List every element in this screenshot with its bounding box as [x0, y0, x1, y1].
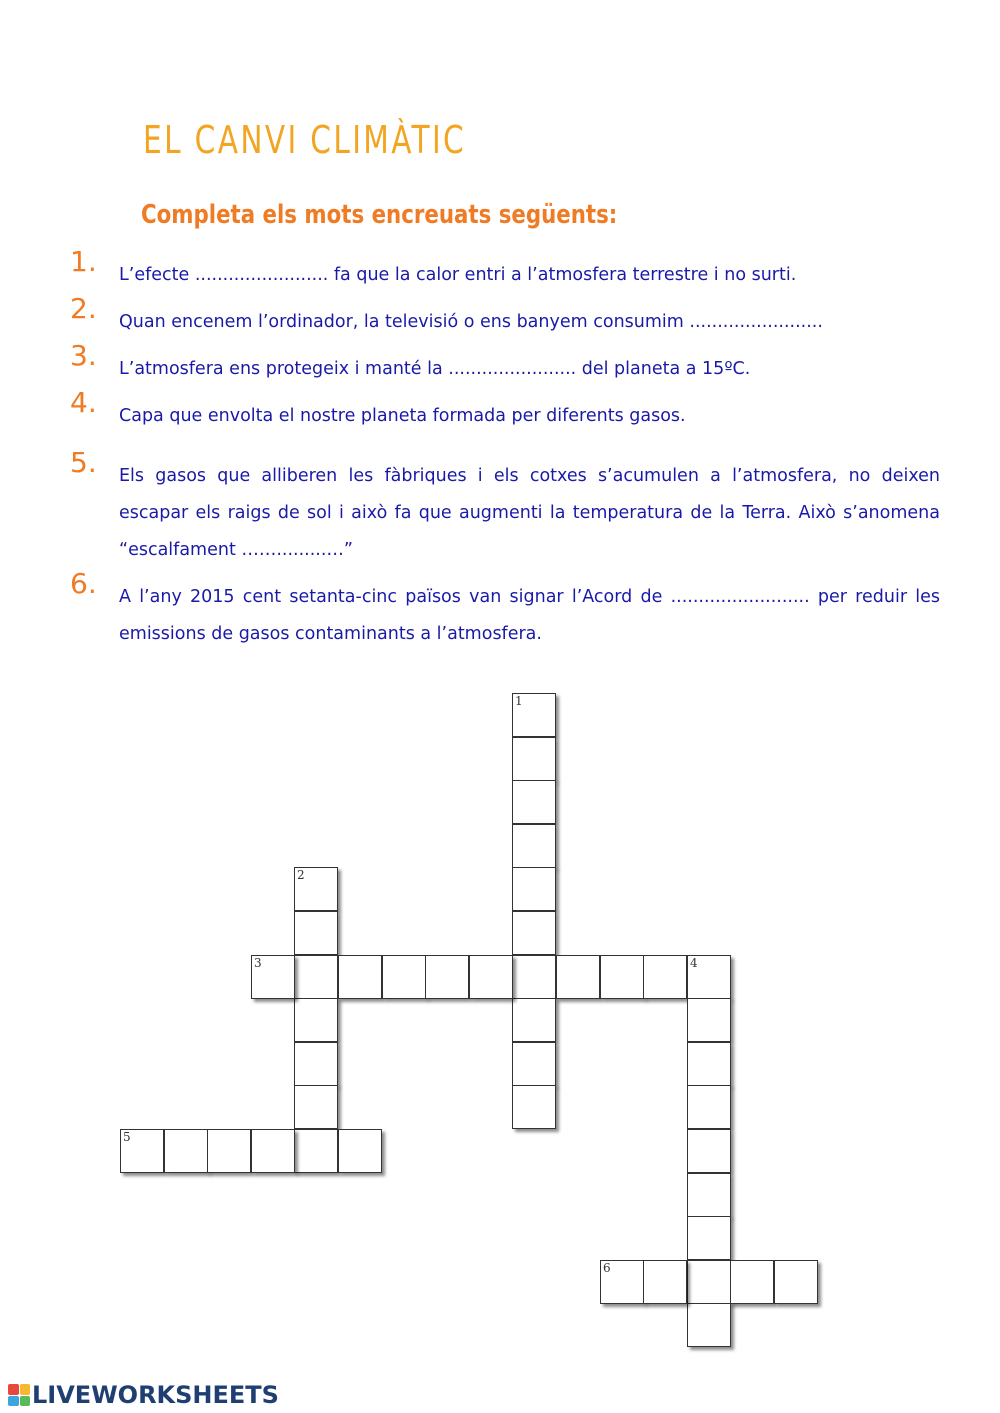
- crossword-cell[interactable]: [687, 1173, 731, 1217]
- crossword-cell[interactable]: [338, 955, 382, 999]
- crossword-cell[interactable]: [469, 955, 513, 999]
- clue-text: Els gasos que alliberen les fàbriques i els cotxes s’acumulen a l’atmosfera, no deixen escapar els raigs de sol i això fa que augmenti la temperatura de la Terra. Això s’anomena “escalfament …….........…”: [119, 466, 940, 560]
- crossword-cell[interactable]: [120, 1129, 164, 1173]
- crossword-cell[interactable]: [164, 1129, 208, 1173]
- crossword-cell[interactable]: [251, 955, 295, 999]
- crossword-cell[interactable]: [207, 1129, 251, 1173]
- crossword-cell[interactable]: [512, 737, 556, 781]
- clue-text: L’efecte ........................ fa que la calor entri a l’atmosfera terrestre i no surti.: [119, 265, 797, 285]
- crossword-cell[interactable]: [425, 955, 469, 999]
- page-title: EL CANVI CLIMÀTIC: [143, 118, 467, 162]
- crossword-cell[interactable]: [294, 911, 338, 955]
- crossword-cell[interactable]: [338, 1129, 382, 1173]
- clue-number: 5.: [70, 446, 97, 479]
- clue-text: A l’any 2015 cent setanta-cinc països van signar l’Acord de ......................... per reduir les emissions de gasos contaminants a l’atmosfera.: [119, 587, 940, 644]
- clue-text: L’atmosfera ens protegeix i manté la ....................... del planeta a 15ºC.: [119, 359, 751, 379]
- crossword-cell[interactable]: [643, 955, 687, 999]
- crossword-cell[interactable]: [687, 1303, 731, 1347]
- crossword-cell[interactable]: [294, 955, 338, 999]
- crossword-cell[interactable]: [251, 1129, 295, 1173]
- crossword-cell-number: 6: [603, 1261, 611, 1275]
- logo-text: LIVEWORKSHEETS: [32, 1381, 279, 1409]
- clue-text: Quan encenem l’ordinador, la televisió o ens banyem consumim ........................: [119, 312, 823, 332]
- crossword-cell[interactable]: [687, 955, 731, 999]
- crossword-cell[interactable]: [294, 998, 338, 1042]
- crossword-cell-number: 5: [123, 1130, 131, 1144]
- crossword-cell[interactable]: [774, 1260, 818, 1304]
- crossword-cell[interactable]: [512, 824, 556, 868]
- clue-number: 4.: [70, 386, 97, 419]
- crossword-cell-number: 3: [254, 956, 262, 970]
- liveworksheets-icon: [8, 1384, 30, 1406]
- crossword-cell[interactable]: [687, 1042, 731, 1086]
- logo-square-red: [8, 1384, 19, 1395]
- crossword-cell[interactable]: [294, 1085, 338, 1129]
- instructions-subtitle: Completa els mots encreuats següents:: [141, 200, 618, 230]
- crossword-cell[interactable]: [512, 955, 556, 999]
- clue-number: 6.: [70, 567, 97, 600]
- crossword-cell[interactable]: [512, 911, 556, 955]
- crossword-cell[interactable]: [556, 955, 600, 999]
- clue-number: 2.: [70, 292, 97, 325]
- crossword-cell[interactable]: [512, 867, 556, 911]
- crossword-cell-number: 2: [297, 868, 305, 882]
- crossword-cell[interactable]: [687, 998, 731, 1042]
- crossword-cell[interactable]: [382, 955, 426, 999]
- crossword-cell[interactable]: [687, 1216, 731, 1260]
- crossword-cell-number: 1: [515, 694, 523, 708]
- crossword-cell[interactable]: [643, 1260, 687, 1304]
- liveworksheets-logo: [8, 1380, 279, 1410]
- crossword-cell[interactable]: [294, 1042, 338, 1086]
- crossword-cell[interactable]: [512, 1085, 556, 1129]
- clue-text: Capa que envolta el nostre planeta formada per diferents gasos.: [119, 406, 686, 426]
- crossword-cell[interactable]: [294, 867, 338, 911]
- clue-number: 1.: [70, 245, 97, 278]
- logo-square-green: [20, 1396, 31, 1407]
- crossword-cell[interactable]: [512, 1042, 556, 1086]
- crossword-cell[interactable]: [687, 1129, 731, 1173]
- crossword-cell[interactable]: [687, 1085, 731, 1129]
- crossword-cell[interactable]: [600, 955, 644, 999]
- crossword-cell[interactable]: [512, 780, 556, 824]
- crossword-cell[interactable]: [687, 1260, 731, 1304]
- crossword-cell[interactable]: [600, 1260, 644, 1304]
- crossword-cell-number: 4: [690, 956, 698, 970]
- crossword-cell[interactable]: [730, 1260, 774, 1304]
- crossword-cell[interactable]: [512, 693, 556, 737]
- crossword-cell[interactable]: [294, 1129, 338, 1173]
- crossword-cell[interactable]: [512, 998, 556, 1042]
- logo-square-yellow: [20, 1384, 31, 1395]
- logo-square-blue: [8, 1396, 19, 1407]
- clue-number: 3.: [70, 339, 97, 372]
